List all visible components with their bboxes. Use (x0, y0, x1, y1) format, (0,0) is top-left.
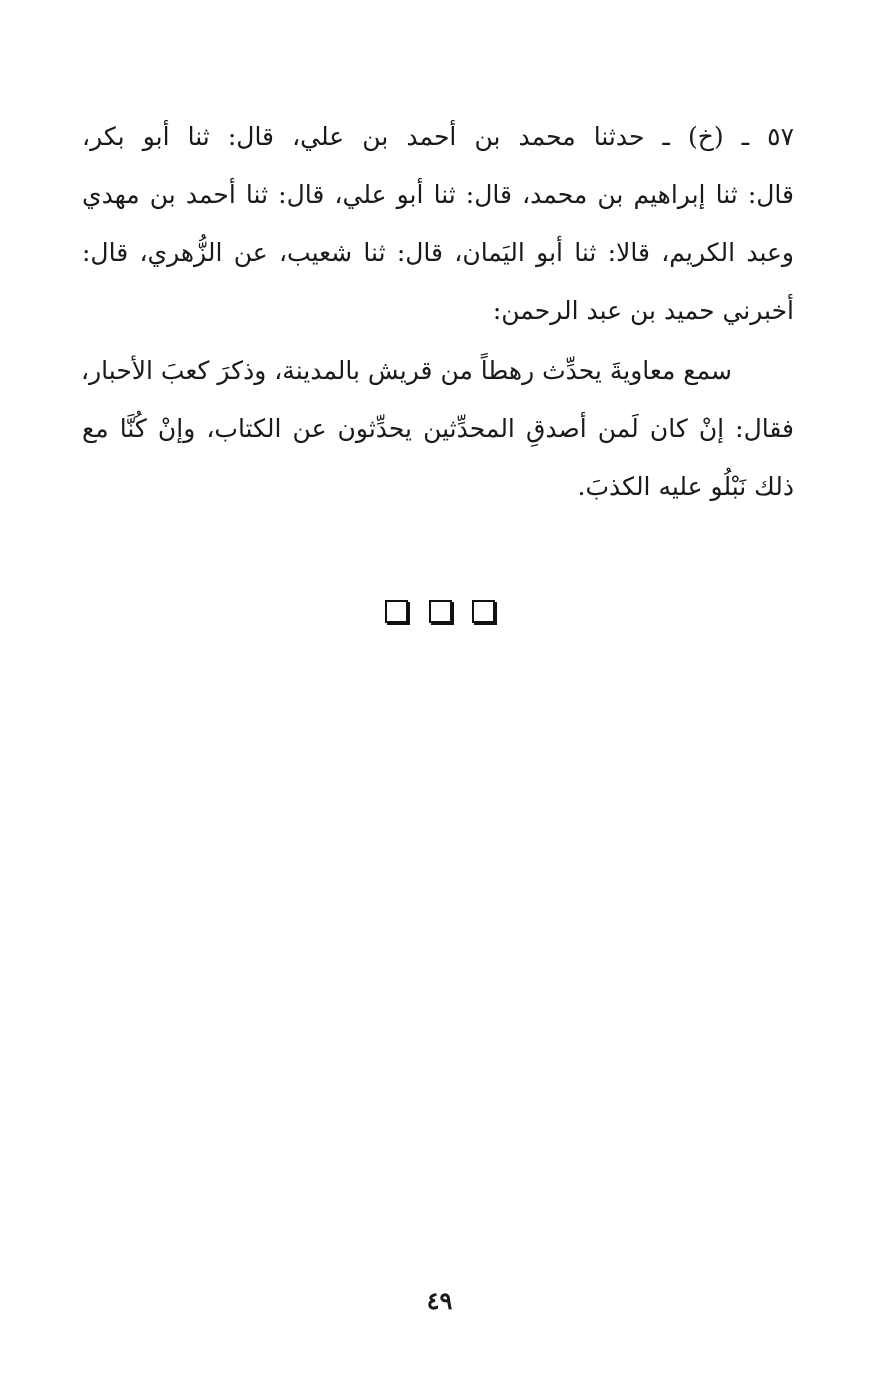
square-ornament-icon (472, 600, 495, 623)
text-line: ذلك نَبْلُو عليه الكذبَ. (577, 472, 794, 501)
text-line: فقال: إنْ كان لَمن أصدقِ المحدِّثين يحدِّثون عن الكتاب، وإنْ كُنَّا مع (82, 414, 794, 443)
square-ornament-icon (385, 600, 408, 623)
hadith-isnad-paragraph (82, 108, 794, 340)
hadith-matn-paragraph (82, 342, 794, 516)
text-line: سمع معاويةَ يحدِّث رهطاً من قريش بالمدينة، وذكرَ كعبَ الأحبار، (81, 356, 732, 385)
page-number: ٤٩ (426, 1286, 453, 1315)
text-line: وعبد الكريم، قالا: ثنا أبو اليَمان، قال: ثنا شعيب، عن الزُّهري، قال: (82, 238, 794, 267)
text-line: أخبرني حميد بن عبد الرحمن: (492, 296, 794, 325)
square-ornament-icon (429, 600, 452, 623)
text-line: ٥٧ ـ (خ) ـ حدثنا محمد بن أحمد بن علي، قال: ثنا أبو بكر، (82, 122, 794, 151)
section-separator-icon (385, 600, 495, 624)
text-line: قال: ثنا إبراهيم بن محمد، قال: ثنا أبو علي، قال: ثنا أحمد بن مهدي (82, 180, 794, 209)
